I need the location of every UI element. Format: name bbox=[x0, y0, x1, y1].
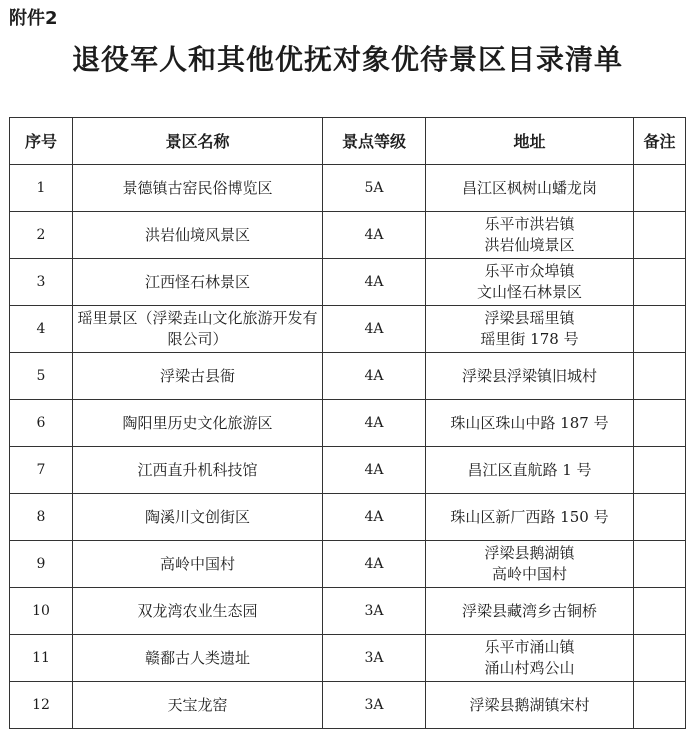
cell-name: 江西怪石林景区 bbox=[73, 259, 323, 306]
address-line: 昌江区枫树山蟠龙岗 bbox=[461, 178, 597, 197]
cell-no: 1 bbox=[10, 165, 73, 212]
cell-address bbox=[426, 259, 634, 306]
address-line: 涌山村鸡公山 bbox=[484, 659, 575, 677]
address-line: 昌江区直航路 1 号 bbox=[467, 460, 592, 479]
header-level: 景点等级 bbox=[323, 118, 426, 165]
cell-note bbox=[634, 447, 686, 494]
address-line: 洪岩仙境景区 bbox=[484, 236, 575, 254]
address-line: 珠山区新厂西路 150 号 bbox=[450, 507, 609, 526]
address-line: 浮梁县鹅湖镇宋村 bbox=[469, 695, 590, 714]
cell-level: 3A bbox=[323, 588, 426, 635]
cell-address bbox=[426, 400, 634, 447]
cell-level: 4A bbox=[323, 541, 426, 588]
table-row bbox=[10, 682, 686, 729]
address-line: 浮梁县鹅湖镇 bbox=[484, 544, 575, 562]
cell-name: 陶溪川文创街区 bbox=[73, 494, 323, 541]
cell-no: 5 bbox=[10, 353, 73, 400]
attachment-label: 附件2 bbox=[9, 8, 58, 29]
cell-level: 4A bbox=[323, 494, 426, 541]
table-row bbox=[10, 635, 686, 682]
cell-name: 江西直升机科技馆 bbox=[73, 447, 323, 494]
scenic-spot-table bbox=[9, 117, 686, 729]
cell-address bbox=[426, 212, 634, 259]
cell-name: 双龙湾农业生态园 bbox=[73, 588, 323, 635]
cell-note bbox=[634, 588, 686, 635]
address-line: 文山怪石林景区 bbox=[476, 283, 582, 301]
table-row bbox=[10, 400, 686, 447]
cell-no: 11 bbox=[10, 635, 73, 682]
cell-address bbox=[426, 682, 634, 729]
cell-name: 景德镇古窑民俗博览区 bbox=[73, 165, 323, 212]
cell-name: 洪岩仙境风景区 bbox=[73, 212, 323, 259]
cell-note bbox=[634, 494, 686, 541]
cell-address bbox=[426, 353, 634, 400]
cell-level: 4A bbox=[323, 400, 426, 447]
address-line: 乐平市众埠镇 bbox=[484, 262, 575, 280]
address-line: 浮梁县藏湾乡古铜桥 bbox=[461, 601, 597, 620]
cell-no: 3 bbox=[10, 259, 73, 306]
address-line: 珠山区珠山中路 187 号 bbox=[450, 413, 609, 432]
cell-name: 天宝龙窑 bbox=[73, 682, 323, 729]
document-title: 退役军人和其他优抚对象优待景区目录清单 bbox=[71, 43, 623, 76]
header-no: 序号 bbox=[10, 118, 73, 165]
address-line: 浮梁县瑶里镇 bbox=[484, 309, 575, 327]
cell-note bbox=[634, 541, 686, 588]
cell-no: 2 bbox=[10, 212, 73, 259]
cell-level: 4A bbox=[323, 447, 426, 494]
address-line: 乐平市洪岩镇 bbox=[484, 215, 575, 233]
cell-note bbox=[634, 212, 686, 259]
cell-note bbox=[634, 165, 686, 212]
cell-note bbox=[634, 306, 686, 353]
address-line: 浮梁县浮梁镇旧城村 bbox=[461, 366, 597, 385]
table-row bbox=[10, 541, 686, 588]
table-row bbox=[10, 588, 686, 635]
cell-level: 4A bbox=[323, 353, 426, 400]
address-line: 瑶里街 178 号 bbox=[480, 330, 579, 348]
cell-address bbox=[426, 306, 634, 353]
cell-address bbox=[426, 588, 634, 635]
header-address: 地址 bbox=[426, 118, 634, 165]
cell-note bbox=[634, 400, 686, 447]
cell-no: 7 bbox=[10, 447, 73, 494]
table-row bbox=[10, 447, 686, 494]
table-row bbox=[10, 494, 686, 541]
cell-note bbox=[634, 353, 686, 400]
header-note: 备注 bbox=[634, 118, 686, 165]
cell-address bbox=[426, 165, 634, 212]
cell-name: 高岭中国村 bbox=[73, 541, 323, 588]
cell-name: 赣鄱古人类遗址 bbox=[73, 635, 323, 682]
cell-level: 3A bbox=[323, 682, 426, 729]
table-body bbox=[10, 165, 686, 729]
table-row bbox=[10, 259, 686, 306]
table-row bbox=[10, 353, 686, 400]
address-line: 乐平市涌山镇 bbox=[484, 638, 575, 656]
cell-no: 6 bbox=[10, 400, 73, 447]
cell-no: 12 bbox=[10, 682, 73, 729]
cell-address bbox=[426, 494, 634, 541]
address-line: 高岭中国村 bbox=[491, 565, 567, 583]
cell-level: 5A bbox=[323, 165, 426, 212]
cell-address bbox=[426, 447, 634, 494]
cell-level: 4A bbox=[323, 306, 426, 353]
table-row bbox=[10, 165, 686, 212]
cell-name: 瑶里景区（浮梁垚山文化旅游开发有限公司） bbox=[73, 306, 323, 353]
table-row bbox=[10, 306, 686, 353]
cell-no: 9 bbox=[10, 541, 73, 588]
cell-no: 8 bbox=[10, 494, 73, 541]
cell-name: 浮梁古县衙 bbox=[73, 353, 323, 400]
table-header-row bbox=[10, 118, 686, 165]
cell-level: 3A bbox=[323, 635, 426, 682]
cell-address bbox=[426, 541, 634, 588]
cell-no: 4 bbox=[10, 306, 73, 353]
cell-note bbox=[634, 635, 686, 682]
cell-level: 4A bbox=[323, 259, 426, 306]
table-row bbox=[10, 212, 686, 259]
cell-level: 4A bbox=[323, 212, 426, 259]
header-name: 景区名称 bbox=[73, 118, 323, 165]
cell-note bbox=[634, 259, 686, 306]
cell-name: 陶阳里历史文化旅游区 bbox=[73, 400, 323, 447]
cell-no: 10 bbox=[10, 588, 73, 635]
cell-note bbox=[634, 682, 686, 729]
cell-address bbox=[426, 635, 634, 682]
